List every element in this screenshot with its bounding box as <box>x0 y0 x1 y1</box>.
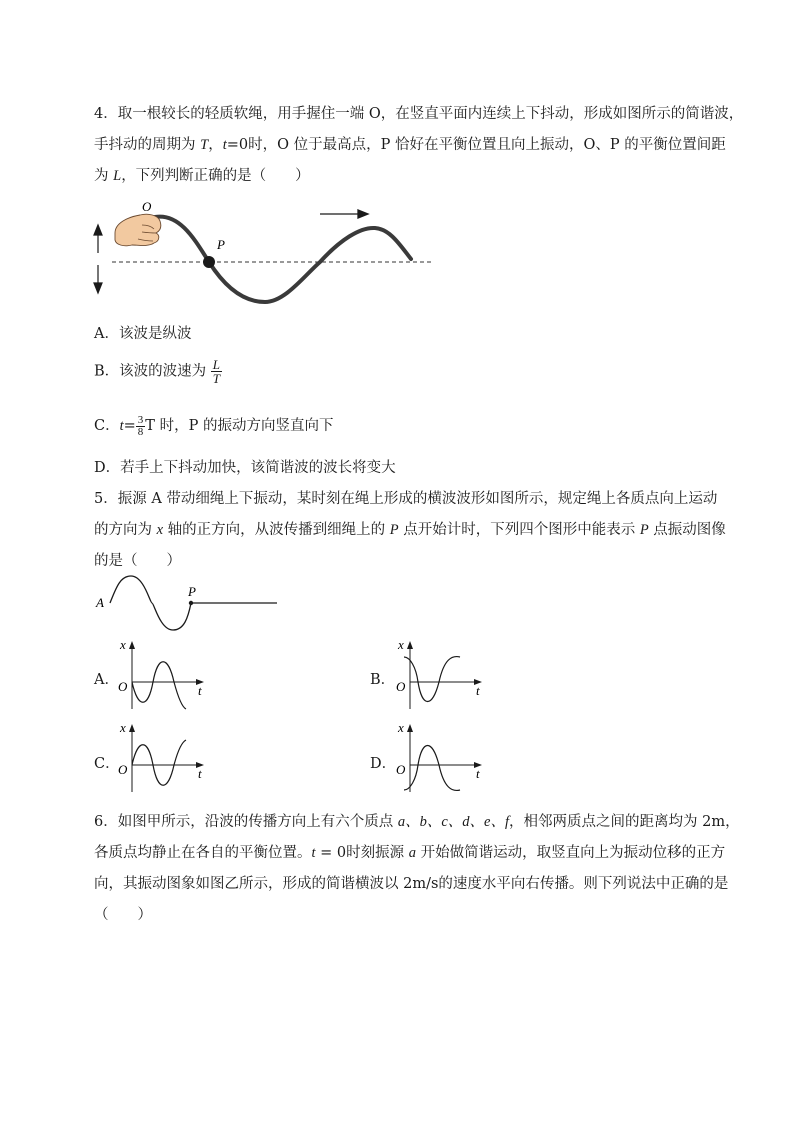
q5-stem-line1: 5．振源 A 带动细绳上下振动，某时刻在绳上形成的横波波形如图所示，规定绳上各质点向上运动 <box>94 491 718 507</box>
svg-text:O: O <box>118 679 128 694</box>
propagation-arrow <box>320 210 368 218</box>
svg-text:x: x <box>398 637 404 652</box>
q5-option-a-graph <box>112 637 212 715</box>
q4-stem-line2: 手抖动的周期为 T，t=0时，O 位于最高点，P 恰好在平衡位置且向上振动，O、P 的平衡位置间距 <box>94 137 726 153</box>
q4-option-c: C．t= $\frac{3}{8}$ T 时，P 的振动方向竖直向下 <box>94 413 334 438</box>
q6-stem-line2: 各质点均静止在各自的平衡位置。t = 0时刻振源 a 开始做简谐运动，取竖直向上为振动位移的正方 <box>94 845 726 861</box>
q5-option-d-label: D． <box>370 756 397 772</box>
q4-option-d: D．若手上下抖动加快，该简谐波的波长将变大 <box>94 460 396 476</box>
q6-stem-line4: （ ） <box>94 907 152 923</box>
svg-text:O: O <box>396 762 406 777</box>
svg-text:x: x <box>120 637 126 652</box>
svg-text:O: O <box>396 679 406 694</box>
svg-text:x: x <box>120 720 126 735</box>
q5-option-c-graph <box>112 720 212 798</box>
q5-stem-line2: 的方向为 x 轴的正方向，从波传播到细绳上的 P 点开始计时，下列四个图形中能表示 P 点振动图像 <box>94 522 726 538</box>
q4-rope-figure <box>90 195 440 305</box>
q5-option-c-label: C． <box>94 756 120 772</box>
q5-option-a-label: A． <box>94 672 119 688</box>
rope-wave <box>110 576 191 630</box>
oscillation-arrow <box>94 225 102 293</box>
fraction-l-over-t: $\frac{L}{T}$ <box>212 357 220 386</box>
svg-text:t: t <box>198 683 202 698</box>
q4-option-b: B．该波的波速为 $\frac{L}{T}$ <box>94 357 220 386</box>
hand-icon <box>115 214 161 246</box>
fraction-3-over-8: $\frac{3}{8}$ <box>137 413 144 438</box>
rope-wave <box>155 217 411 302</box>
label-p: P <box>188 584 196 599</box>
q5-option-b-label: B． <box>370 672 396 688</box>
label-a: A <box>96 595 104 610</box>
q5-option-b-graph <box>390 637 490 715</box>
q4-option-a: A．该波是纵波 <box>94 326 192 342</box>
label-o: O <box>142 199 152 214</box>
q5-option-d-graph <box>390 720 490 798</box>
svg-text:x: x <box>398 720 404 735</box>
svg-text:O: O <box>118 762 128 777</box>
q5-stem-line3: 的是（ ） <box>94 553 181 569</box>
q4-stem-line1: 4．取一根较长的轻质软绳，用手握住一端 O，在竖直平面内连续上下抖动，形成如图所示的简谐波， <box>94 106 744 122</box>
q6-stem-line3: 向，其振动图象如图乙所示，形成的简谐横波以 2m/s的速度水平向右传播。则下列说法中正确的是 <box>94 876 729 892</box>
label-p: P <box>217 237 225 252</box>
q4-stem-line3: 为 L，下列判断正确的是（ ） <box>94 168 310 184</box>
svg-text:t: t <box>476 766 480 781</box>
svg-text:t: t <box>198 766 202 781</box>
q6-stem-line1: 6．如图甲所示，沿波的传播方向上有六个质点 a、b、c、d、e、f，相邻两质点之间的距离均为 2m， <box>94 814 740 830</box>
q5-wave-figure <box>92 570 282 636</box>
particle-p <box>203 256 215 268</box>
particle-p <box>189 601 193 605</box>
svg-text:t: t <box>476 683 480 698</box>
